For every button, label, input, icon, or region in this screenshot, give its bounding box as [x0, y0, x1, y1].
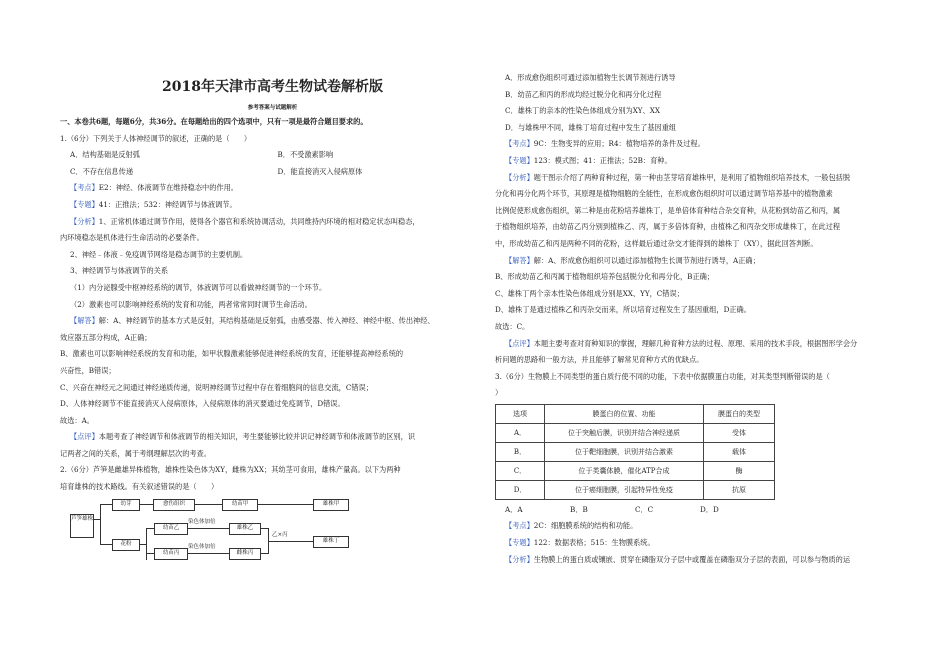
q3-kaodian-text: 2C：细胞膜系统的结构和功能。 — [533, 521, 638, 531]
q2-jieda — [495, 253, 920, 270]
q1-fenxi-line2: 内环境稳态是机体进行生命活动的必要条件。 — [60, 233, 204, 243]
q2-jieda-tag: 【解答】 — [505, 255, 534, 265]
diagram-youya-box: 幼芽 — [112, 499, 140, 511]
diagram-youmiao-bing-box: 幼苗丙 — [154, 548, 188, 560]
q1-fenxi-tag: 【分析】 — [70, 216, 99, 226]
table-cell: 位于类囊体膜，催化ATP合成 — [545, 461, 704, 480]
q3-kaodian — [495, 518, 920, 535]
section-heading: 一、本卷共6题，每题6分，共36分。在每题给出的四个选项中，只有一项是最符合题目要求的。 — [60, 117, 368, 126]
table-cell: 位于靶细胞膜，识别并结合激素 — [545, 442, 704, 461]
q1-options-row2 — [60, 164, 485, 181]
diagram-xiongzhu-ding-box: 雄株丁 — [313, 536, 349, 548]
diagram-youmiao-jia-box: 幼苗甲 — [222, 499, 258, 511]
q1-dianping — [60, 429, 485, 446]
table-header-cell: 选项 — [496, 404, 545, 423]
q2-fenxi — [495, 170, 920, 187]
table-cell: 抗原 — [704, 480, 775, 499]
q2-jieda-line2: B、形成幼苗乙和丙属于植物组织培养包括脱分化和再分化，B正确； — [495, 272, 715, 282]
diagram-xiongzhu-yi-box: 雄株乙 — [229, 523, 261, 535]
q2-dianping — [495, 336, 920, 353]
q1-kaodian-tag: 【考点】 — [70, 183, 99, 193]
q2-option-c: C．雄株丁的亲本的性染色体组成分别为XY、XX — [505, 106, 660, 116]
diagram-connector — [100, 504, 112, 505]
table-cell: 位于癌细胞膜，引起特异性免疫 — [545, 480, 704, 499]
diagram-arrow — [187, 528, 229, 529]
q3-option-a: A．A — [505, 504, 523, 514]
diagram-arrow — [268, 541, 313, 542]
q3-fenxi — [495, 552, 920, 569]
q1-fenxi-line1: 1、正常机体通过调节作用，使得各个器官和系统协调活动，共同维持内环境的相对稳定状态叫稳态， — [98, 216, 420, 226]
q1-options-row1 — [60, 147, 485, 164]
q1-jieda — [60, 313, 485, 330]
q2-stem-line1: 2.（6分）芦笋是雌雄异株植物，雄株性染色体为XY，雌株为XX；其幼茎可食用，雄株产量高。以下为两种 — [60, 465, 401, 475]
table-cell: 受体 — [704, 423, 775, 442]
diagram-huayao-box: 花粉 — [112, 539, 140, 551]
q2-zhuanti-text: 123：模式图；41：正推法；52B：育种。 — [533, 155, 672, 165]
q2-fenxi-line1: 题干图示介绍了两种育种过程，第一种由茎芽培育雄株甲，是利用了植物组织培养技术，一般包括脱 — [533, 172, 851, 182]
q1-kaodian-text: E2：神经、体液调节在维持稳态中的作用。 — [98, 183, 238, 193]
diagram-arrow — [139, 504, 153, 505]
q3-stem-line1: 3.（6分）生物膜上不同类型的蛋白质行使不同的功能，下表中依据膜蛋白功能，对其类型判断错误的是（ — [495, 371, 830, 381]
q3-fenxi-tag: 【分析】 — [505, 554, 534, 564]
q1-option-b: B．不受激素影响 — [277, 150, 334, 160]
q1-jieda-line5: C、兴奋在神经元之间通过神经递质传递，说明神经调节过程中存在着细胞间的信息交流，C错误； — [60, 382, 373, 392]
q1-zhuanti-tag: 【专题】 — [70, 199, 99, 209]
table-row — [496, 461, 775, 480]
table-cell: B． — [496, 442, 545, 461]
q3-fenxi-line1: 生物膜上的蛋白质或镶嵌、贯穿在磷脂双分子层中或覆盖在磷脂双分子层的表面，可以参与物质的运 — [533, 554, 851, 564]
diagram-connector — [146, 528, 154, 529]
q3-zhuanti — [495, 535, 920, 552]
q2-answer: 故选：C。 — [495, 321, 530, 331]
q2-dianping-tag: 【点评】 — [505, 338, 534, 348]
q3-options-row — [495, 502, 765, 519]
left-column — [60, 70, 485, 564]
q2-fenxi-line3: 比例促使形成愈伤组织，第二种是由花粉培养雄株丁，是单倍体育种结合杂交育种，从花粉到幼苗乙和丙，属 — [495, 205, 841, 215]
q2-jieda-line3: C、雄株丁两个亲本性染色体组成分别是XX、YY，C错误； — [495, 288, 684, 298]
q2-option-b: B．幼苗乙和丙的形成均经过脱分化和再分化过程 — [505, 89, 662, 99]
q1-dianping-line1: 本题考查了神经调节和体液调节的相关知识，考生要能够比较并识记神经调节和体液调节的区别，识 — [98, 432, 416, 442]
q1-jieda-line4: 兴奋性，B错误； — [60, 365, 116, 375]
table-row — [496, 480, 775, 499]
q1-jieda-tag: 【解答】 — [70, 316, 99, 326]
diagram-label-jiabei2: 染色体加倍 — [188, 543, 216, 550]
diagram-arrow — [257, 504, 313, 505]
q2-kaodian-text: 9C：生物变异的应用；R4：植物培养的条件及过程。 — [533, 139, 705, 149]
q2-fenxi-line4: 于植物组织培养，由幼苗乙丙分别到植株乙、丙，属于多倍体育种，由植株乙和丙杂交形成雄株丁，在此过程 — [495, 222, 841, 232]
q2-dianping-line2: 析问题的思路和一般方法，并且能够了解常见育种方式的优缺点。 — [495, 355, 704, 365]
q1-dianping-line2: 记两者之间的关系，属于考纲理解层次的考查。 — [60, 448, 211, 458]
table-cell: 酶 — [704, 461, 775, 480]
table-row — [496, 442, 775, 461]
q1-fenxi-line5: （1）内分泌腺受中枢神经系统的调节，体液调节可以看做神经调节的一个环节。 — [70, 282, 327, 292]
table-row — [496, 423, 775, 442]
q1-fenxi-line4: 3、神经调节与体液调节的关系 — [70, 266, 169, 276]
q2-kaodian-tag: 【考点】 — [505, 139, 534, 149]
q3-option-b: B．B — [570, 504, 588, 514]
diagram-connector — [100, 544, 112, 545]
q1-dianping-tag: 【点评】 — [70, 432, 99, 442]
diagram-arrow — [194, 504, 222, 505]
diagram-cizhu-bing-box: 雌株丙 — [229, 548, 261, 560]
diagram-yushang-box: 愈伤组织 — [153, 499, 195, 511]
q1-fenxi-line6: （2）激素也可以影响神经系统的发育和功能，两者常常同时调节生命活动。 — [70, 299, 312, 309]
q2-option-a: A．形成愈伤组织可通过添加植物生长调节剂进行诱导 — [505, 73, 676, 82]
table-header-cell: 膜蛋白的类型 — [704, 404, 775, 423]
q1-option-d: D．能直接消灭入侵病原体 — [277, 166, 363, 176]
q1-zhuanti — [60, 197, 485, 214]
table-cell: A． — [496, 423, 545, 442]
q2-kaodian — [495, 136, 920, 153]
diagram-start-box: 芦笋雄株 — [70, 514, 94, 538]
q2-breeding-diagram — [60, 498, 485, 560]
diagram-youmiao-yi-box: 幼苗乙 — [154, 523, 188, 535]
q1-answer: 故选：A。 — [60, 415, 94, 425]
q2-jieda-line1: 解：A、形成愈伤组织可以通过添加植物生长调节剂进行诱导，A正确； — [533, 255, 760, 265]
q2-stem-line2: 培育雄株的技术路线。有关叙述错误的是（ ） — [60, 482, 219, 492]
diagram-connector — [146, 553, 154, 554]
diagram-connector — [260, 528, 268, 529]
q3-membrane-protein-table — [495, 404, 775, 500]
table-header-cell: 膜蛋白的位置、功能 — [545, 404, 704, 423]
table-cell: 载体 — [704, 442, 775, 461]
right-column — [495, 70, 920, 568]
q3-option-c: C．C — [635, 504, 654, 514]
q3-zhuanti-text: 122：数据表格；515：生物膜系统。 — [533, 538, 655, 548]
q1-jieda-line3: B、激素也可以影响神经系统的发育和功能，如甲状腺激素能够促进神经系统的发育，还能够提高神经系统的 — [60, 349, 404, 359]
diagram-arrow — [187, 553, 229, 554]
q2-jieda-line4: D、雄株丁是通过植株乙和丙杂交而来，所以培育过程发生了基因重组，D正确。 — [495, 305, 751, 315]
page-subtitle: 参考答案与试题解析 — [247, 105, 298, 111]
q2-option-d: D．与雄株甲不同，雄株丁培育过程中发生了基因重组 — [505, 122, 677, 132]
page-title: 2018年天津市高考生物试卷解析版 — [162, 79, 383, 95]
table-cell: 位于突触后膜，识别并结合神经递质 — [545, 423, 704, 442]
q2-dianping-line1: 本题主要考查对育种知识的掌握，理解几种育种方法的过程、原理、采用的技术手段，根据图形学会分 — [533, 338, 858, 348]
q1-option-a: A．结构基础是反射弧 — [70, 150, 140, 160]
q1-jieda-line1: 解：A、神经调节的基本方式是反射，其结构基础是反射弧，由感受器、传入神经、神经中枢、传出神经、 — [98, 316, 435, 326]
q2-zhuanti-tag: 【专题】 — [505, 155, 534, 165]
q3-zhuanti-tag: 【专题】 — [505, 538, 534, 548]
diagram-connector — [260, 553, 268, 554]
q2-fenxi-tag: 【分析】 — [505, 172, 534, 182]
diagram-connector — [100, 504, 101, 544]
diagram-connector — [146, 528, 147, 560]
q1-zhuanti-text: 41：正推法；532：神经调节与体液调节。 — [98, 199, 237, 209]
table-cell: D． — [496, 480, 545, 499]
diagram-xiongzhu-jia-box: 雄株甲 — [313, 499, 349, 511]
q3-option-d: D．D — [700, 504, 719, 514]
q2-fenxi-line2: 分化和再分化两个环节，其原理是植物细胞的全能性，在形成愈伤组织时可以通过调节培养基中的植物激素 — [495, 189, 833, 199]
table-cell: C． — [496, 461, 545, 480]
q1-option-c: C．不存在信息传递 — [70, 166, 134, 176]
q1-jieda-line2: 效应器五部分构成，A正确； — [60, 332, 152, 342]
q1-fenxi — [60, 214, 485, 231]
q2-zhuanti — [495, 153, 920, 170]
q1-kaodian — [60, 180, 485, 197]
q1-fenxi-line3: 2、神经﹣体液﹣免疫调节网络是稳态调节的主要机制。 — [70, 249, 248, 259]
q1-stem: 1.（6分）下列关于人体神经调节的叙述，正确的是（ ） — [60, 133, 252, 143]
q3-kaodian-tag: 【考点】 — [505, 521, 534, 531]
table-header-row — [496, 404, 775, 423]
q1-jieda-line6: D、人体神经调节不能直接消灭入侵病原体，入侵病原体的消灭要通过免疫调节，D错误。 — [60, 399, 345, 409]
q2-fenxi-line5: 中，形成幼苗乙和丙是两种不同的花粉，这样最后通过杂交才能得到的雄株丁（XY），据此回答判断。 — [495, 238, 818, 248]
diagram-cross-label: 乙×丙 — [272, 531, 288, 538]
diagram-label-jiabei1: 染色体加倍 — [188, 518, 216, 525]
q3-stem-line2: ） — [495, 388, 503, 398]
